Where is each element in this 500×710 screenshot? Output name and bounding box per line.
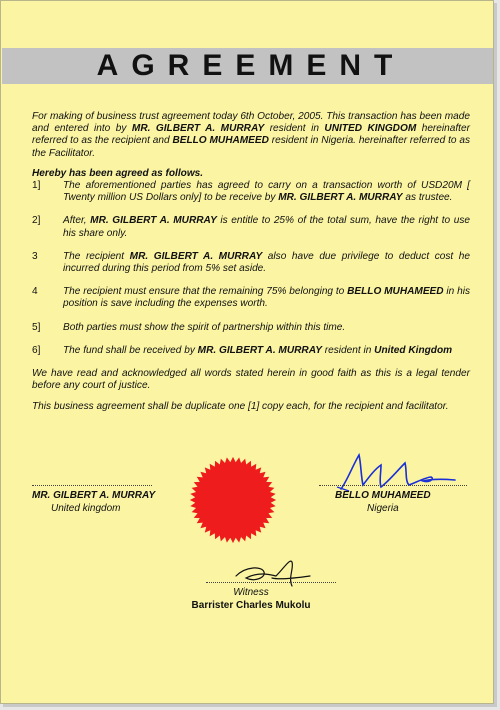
clause-text: The aforementioned parties has agreed to carry on a transaction worth of USD20M [ Twenty million US Dollars only] to be receive by MR. GILBERT A. MURRAY as trustee. (63, 180, 470, 204)
clause-6 (32, 345, 470, 357)
clause-3 (32, 251, 470, 275)
right-signature-mark (319, 451, 469, 493)
clause-number: 5] (32, 321, 41, 333)
left-signatory-name: MR. GILBERT A. MURRAY (32, 490, 156, 501)
clause-2 (32, 215, 470, 239)
clause-text: Both parties must show the spirit of partnership within this time. (63, 321, 346, 333)
clause-number: 4 (32, 286, 38, 298)
left-signatory-location: United kingdom (51, 503, 121, 514)
right-signatory-location: Nigeria (367, 503, 399, 514)
document-title: AGREEMENT (96, 49, 406, 82)
hereby-heading: Hereby has been agreed as follows. (32, 167, 204, 179)
clause-number: 2] (32, 215, 41, 227)
right-signatory-name: BELLO MUHAMEED (335, 490, 431, 501)
clause-text: The recipient MR. GILBERT A. MURRAY also have due privilege to deduct cost he incurred during this period from 5% set aside. (63, 250, 470, 275)
clause-4 (32, 286, 470, 310)
clause-text: The fund shall be received by MR. GILBERT A. MURRAY resident in United Kingdom (63, 344, 453, 356)
clause-number: 6] (32, 344, 41, 356)
agreement-body (32, 111, 470, 414)
intro-paragraph: For making of business trust agreement today 6th October, 2005. This transaction has been made and entered into by MR. GILBERT A. MURRAY resident in UNITED KINGDOM hereinafter referred to as the recipient and BELLO MUHAMEED resident in Nigeria. hereinafter referred to as the Facilitator. (32, 111, 470, 159)
witness-signature-line (206, 582, 336, 583)
clause-5 (32, 322, 470, 334)
clause-number: 3 (32, 250, 38, 262)
clause-text: After, MR. GILBERT A. MURRAY is entitle to 25% of the total sum, have the right to use his share only. (63, 215, 470, 239)
closing-paragraph-2: This business agreement shall be duplicate one [1] copy each, for the recipient and facilitator. (32, 401, 449, 413)
clause-1 (32, 180, 470, 204)
left-signature-line (32, 485, 152, 486)
witness-name: Barrister Charles Mukolu (191, 600, 311, 611)
closing-paragraph-1: We have read and acknowledged all words stated herein in good faith as this is a legal tender before any court of justice. (32, 368, 470, 392)
clause-text: The recipient must ensure that the remaining 75% belonging to BELLO MUHAMEED in his position is save including the expenses worth. (63, 286, 470, 310)
red-seal-icon (189, 456, 277, 544)
right-signature-line (319, 485, 467, 486)
witness-label: Witness (233, 587, 269, 598)
clause-number: 1] (32, 180, 41, 192)
